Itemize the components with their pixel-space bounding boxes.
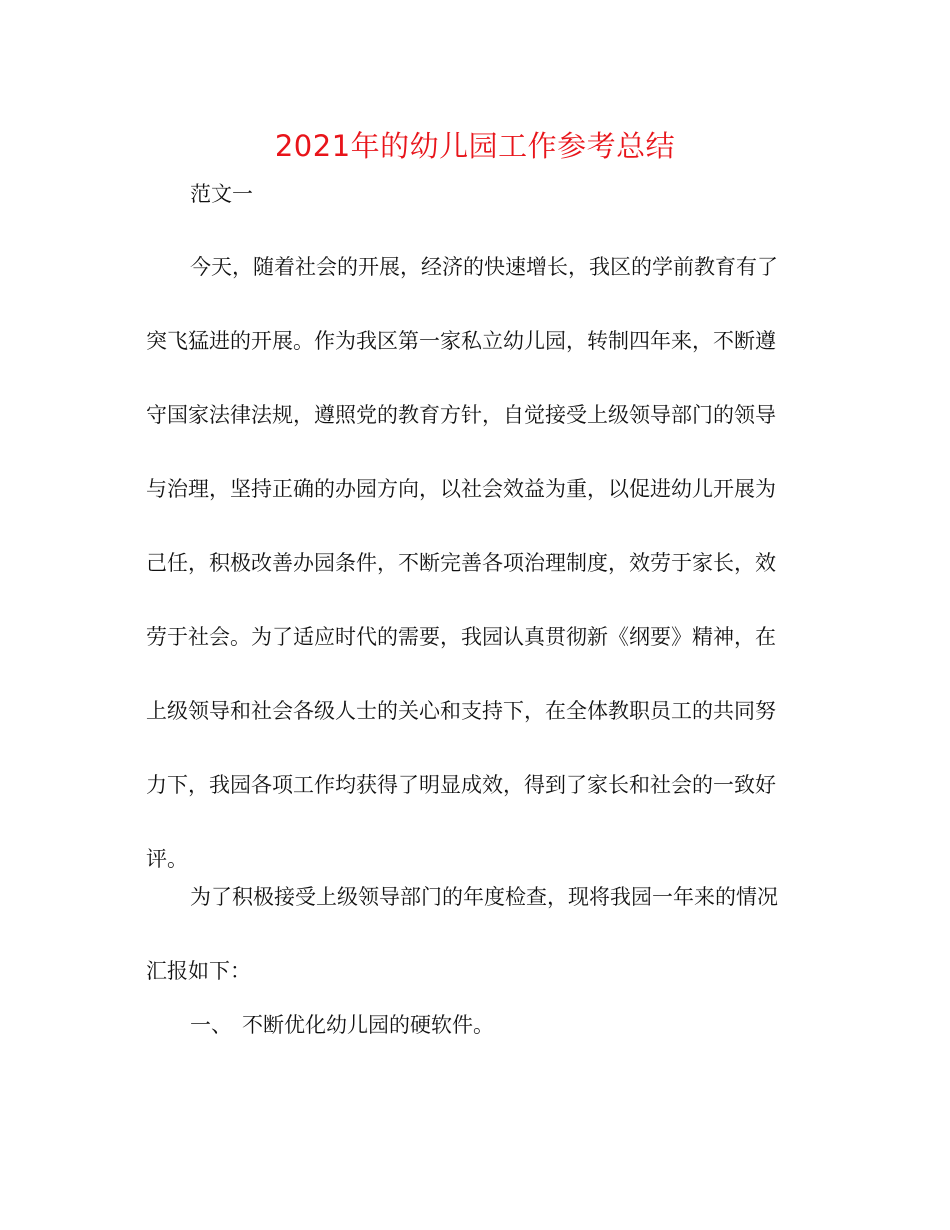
- paragraph-line: 与治理，坚持正确的办园方向，以社会效益为重，以促进幼儿开展为: [146, 477, 776, 501]
- paragraph-line: 突飞猛进的开展。作为我区第一家私立幼儿园，转制四年来，不断遵: [146, 329, 776, 353]
- document-title: 2021年的幼儿园工作参考总结: [274, 129, 676, 163]
- paragraph-line: 守国家法律法规，遵照党的教育方针，自觉接受上级领导部门的领导: [146, 403, 776, 427]
- sample-label: 范文一: [190, 182, 253, 206]
- paragraph-report: [146, 860, 806, 1008]
- paragraph-line: 上级领导和社会各级人士的关心和支持下，在全体教职员工的共同努: [146, 699, 776, 723]
- paragraph-line: 评。: [146, 847, 188, 871]
- paragraph-line: 己任，积极改善办园条件，不断完善各项治理制度，效劳于家长，效: [146, 551, 776, 575]
- paragraph-line: 劳于社会。为了适应时代的需要，我园认真贯彻新《纲要》精神，在: [146, 625, 776, 649]
- section-heading-text: 不断优化幼儿园的硬软件。: [242, 1013, 494, 1037]
- section-heading-1: [190, 1009, 494, 1041]
- section-number: 一、: [190, 1013, 232, 1037]
- paragraph-line: 汇报如下：: [146, 959, 251, 983]
- paragraph-line: 为了积极接受上级领导部门的年度检查，现将我园一年来的情况: [190, 885, 778, 909]
- paragraph-line: 力下，我园各项工作均获得了明显成效，得到了家长和社会的一致好: [146, 773, 776, 797]
- paragraph-intro: [146, 230, 806, 896]
- paragraph-line: 今天，随着社会的开展，经济的快速增长，我区的学前教育有了: [190, 255, 778, 279]
